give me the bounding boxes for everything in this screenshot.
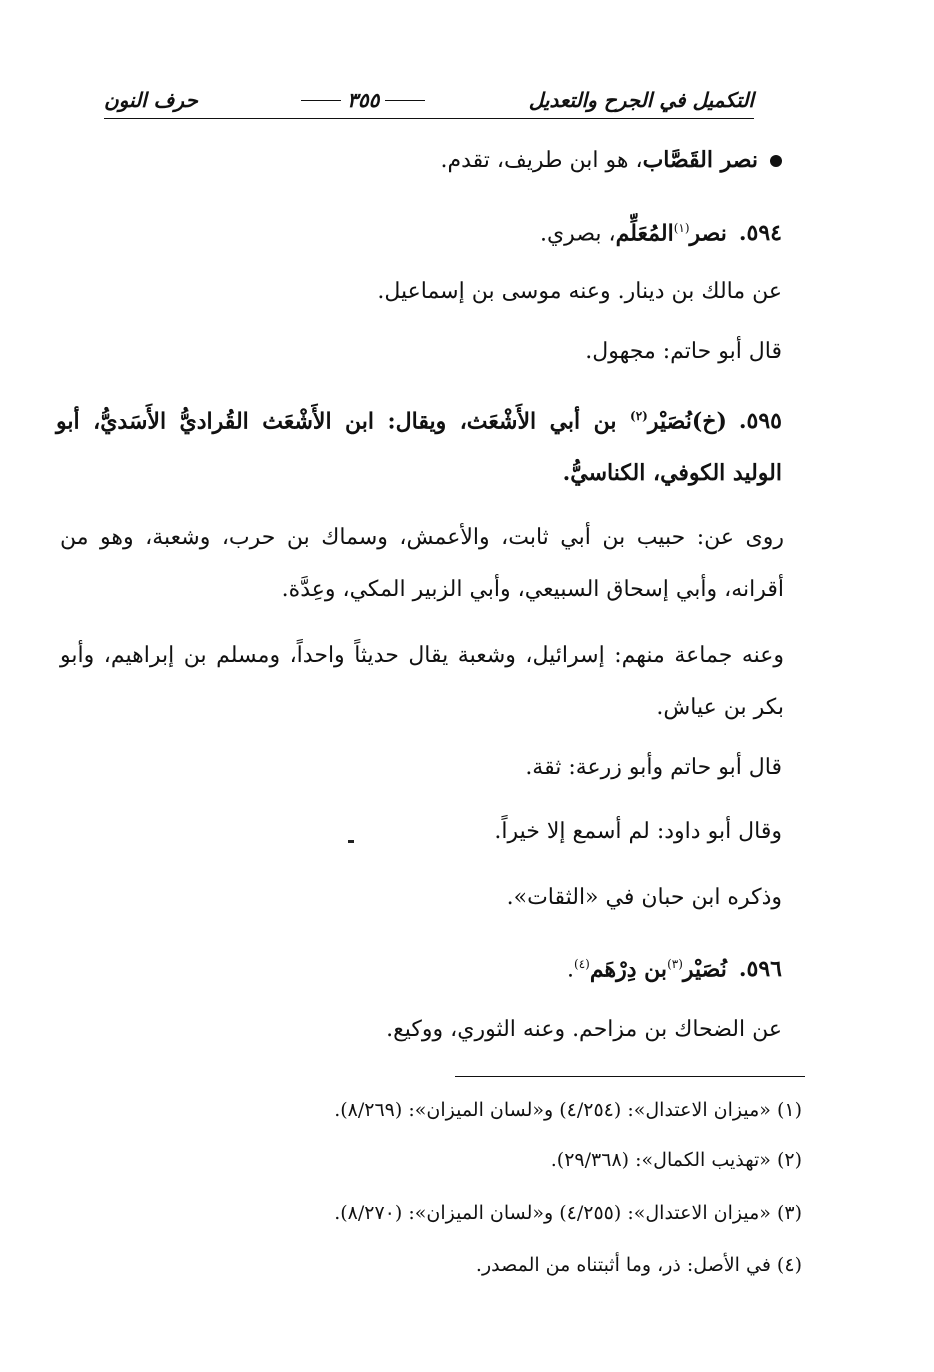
entry-name: نصر القَصَّاب bbox=[642, 147, 758, 173]
footnote-3: (٣) «ميزان الاعتدال»: (٤/٢٥٥) و«لسان الميزان»: (٨/٢٧٠). bbox=[334, 1202, 802, 1224]
footnote-ref: (٤) bbox=[574, 957, 590, 971]
footnote-1: (١) «ميزان الاعتدال»: (٤/٢٥٤) و«لسان الميزان»: (٨/٢٦٩). bbox=[334, 1099, 802, 1121]
header-rule bbox=[104, 118, 754, 119]
entry-595-line3: وذكره ابن حبان في «الثقات». bbox=[506, 885, 782, 910]
entry-596-heading bbox=[567, 944, 782, 990]
header-page-group bbox=[295, 88, 431, 112]
header-section: حرف النون bbox=[104, 88, 198, 112]
footnote-ref: (١) bbox=[673, 221, 690, 235]
entry-594-heading bbox=[540, 208, 782, 254]
entry-text: ، بصري. bbox=[539, 221, 616, 247]
bullet-icon bbox=[770, 155, 782, 167]
entry-name: نُصَيْر bbox=[682, 956, 727, 983]
entry-patronym: بن دِرْهَم bbox=[589, 956, 668, 983]
cross-reference-entry bbox=[440, 140, 782, 181]
entry-text: ، هو ابن طريف، تقدم. bbox=[440, 148, 643, 173]
header-dash bbox=[385, 100, 425, 101]
entry-595-para2: وعنه جماعة منهم: إسرائيل، وشعبة يقال حديثاً واحداً، ومسلم بن إبراهيم، وأبو بكر بن عياش. bbox=[60, 643, 784, 720]
print-speck bbox=[348, 840, 354, 843]
entry-end: . bbox=[567, 957, 575, 983]
entry-595-heading bbox=[56, 390, 782, 499]
entry-595-line1: قال أبو حاتم وأبو زرعة: ثقة. bbox=[525, 755, 782, 780]
footnote-ref: (٢) bbox=[630, 409, 648, 423]
entry-code: (خ) bbox=[691, 408, 727, 435]
running-header bbox=[104, 82, 754, 118]
footnote-ref: (٣) bbox=[667, 957, 683, 971]
header-page-number: ٣٥٥ bbox=[347, 88, 380, 112]
entry-name: نصر bbox=[689, 220, 727, 247]
entry-title: بن أبي الأَشْعَث، ويقال: ابن الأَشْعَث القُراديُّ الأَسَديُّ، أبو الوليد الكوفي، الكناسيُّ. bbox=[56, 408, 782, 487]
entry-595-para1: روى عن: حبيب بن أبي ثابت، والأعمش، وسماك بن حرب، وشعبة، وهو من أقرانه، وأبي إسحاق السبيعي، وأبي الزبير المكي، وعِدَّة. bbox=[60, 525, 784, 602]
footnote-2: (٢) «تهذيب الكمال»: (٢٩/٣٦٨). bbox=[550, 1149, 802, 1171]
header-book-title: التكميل في الجرح والتعديل bbox=[528, 88, 754, 112]
entry-nisba: المُعَلِّم bbox=[615, 220, 674, 247]
entry-596-line1: عن الضحاك بن مزاحم. وعنه الثوري، ووكيع. bbox=[386, 1017, 782, 1042]
entry-number: ٥٩٥. bbox=[738, 408, 782, 435]
entry-number: ٥٩٤. bbox=[738, 220, 782, 247]
entry-595-line2: وقال أبو داود: لم أسمع إلا خيراً. bbox=[494, 819, 782, 844]
header-dash bbox=[301, 100, 341, 101]
entry-594-line1: عن مالك بن دينار. وعنه موسى بن إسماعيل. bbox=[377, 279, 782, 304]
entry-594-line2: قال أبو حاتم: مجهول. bbox=[585, 339, 782, 364]
entry-name: نُصَيْر bbox=[647, 408, 692, 435]
footnote-rule bbox=[455, 1076, 805, 1077]
footnote-4: (٤) في الأصل: ذر، وما أثبتناه من المصدر. bbox=[475, 1254, 802, 1276]
entry-number: ٥٩٦. bbox=[738, 956, 782, 983]
